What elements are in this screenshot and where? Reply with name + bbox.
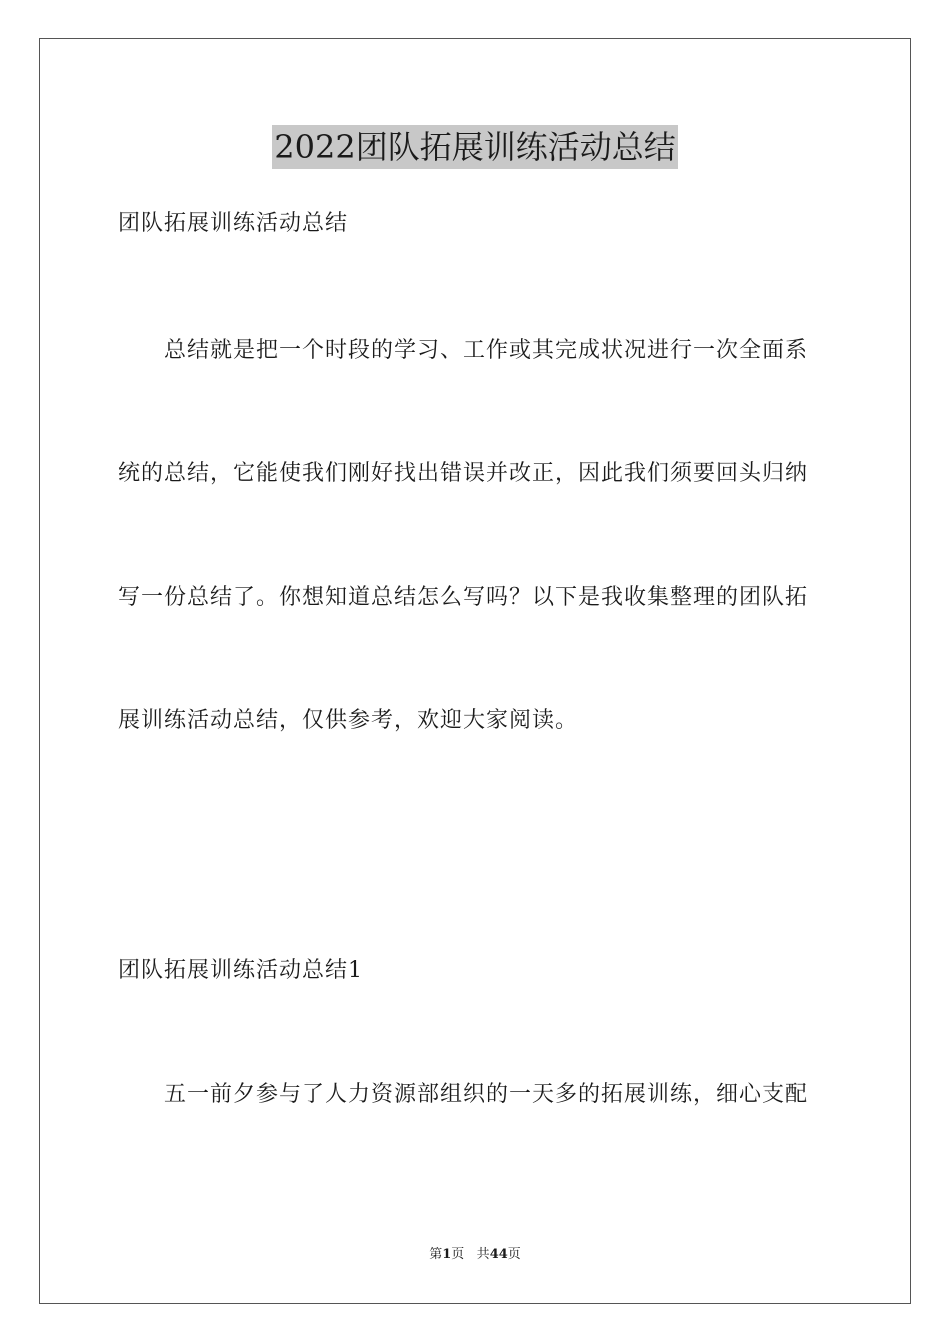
footer-page-prefix: 第 [429,1247,443,1262]
paragraph-line: 写一份总结了。你想知道总结怎么写吗？以下是我收集整理的团队拓 [118,585,809,610]
document-title: 2022团队拓展训练活动总结 [272,125,677,169]
section-heading: 团队拓展训练活动总结1 [118,958,363,983]
footer-total-prefix: 共 [476,1247,490,1262]
paragraph-line: 展训练活动总结，仅供参考，欢迎大家阅读。 [118,708,579,733]
paragraph-line: 统的总结，它能使我们刚好找出错误并改正，因此我们须要回头归纳 [118,461,809,486]
footer-total-suffix: 页 [507,1247,521,1262]
page-footer [0,1246,950,1264]
section-heading: 团队拓展训练活动总结 [118,211,349,236]
paragraph-line: 总结就是把一个时段的学习、工作或其完成状况进行一次全面系 [164,338,809,363]
paragraph-line: 五一前夕参与了人力资源部组织的一天多的拓展训练，细心支配 [164,1082,809,1107]
title-container [0,125,950,169]
footer-page-suffix: 页 [451,1247,465,1262]
footer-total-pages: 44 [489,1247,508,1262]
footer-page-number: 1 [442,1247,452,1262]
